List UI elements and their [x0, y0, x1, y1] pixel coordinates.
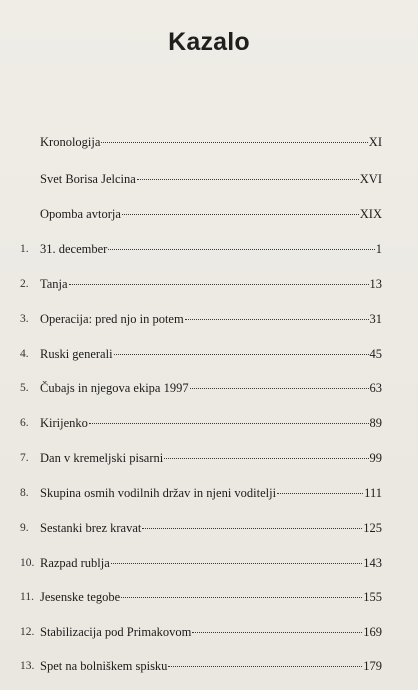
toc-entry: [0, 587, 418, 607]
entry-page: XVI: [359, 172, 382, 186]
entry-number: 13.: [20, 660, 35, 672]
toc-entry: [0, 378, 418, 398]
entry-page: 13: [369, 277, 382, 291]
entry-title: Ruski generali: [40, 347, 113, 361]
toc-entry: [0, 274, 418, 294]
entry-title: Spet na bolniškem spisku: [40, 659, 168, 673]
entry-title: Čubajs in njegova ekipa 1997: [40, 381, 189, 395]
entry-page: 155: [363, 590, 382, 604]
entry-title: Skupina osmih vodilnih držav in njeni voditelji: [40, 486, 277, 500]
dot-leader: [190, 388, 369, 389]
entry-number: 9.: [20, 522, 29, 534]
entry-title: Kirijenko: [40, 416, 88, 430]
toc-entry: [0, 169, 418, 189]
toc-entry: [0, 344, 418, 364]
dot-leader: [277, 493, 363, 494]
entry-page: 31: [369, 312, 382, 326]
entry-page: XI: [368, 135, 382, 149]
toc-entry: [0, 518, 418, 538]
entry-page: 1: [375, 242, 382, 256]
entry-title: Razpad rublja: [40, 556, 110, 570]
entry-number: 2.: [20, 278, 29, 290]
entry-title: Jesenske tegobe: [40, 590, 121, 604]
entry-title: 31. december: [40, 242, 108, 256]
toc-entry: [0, 239, 418, 259]
entry-page: 179: [363, 659, 382, 673]
dot-leader: [114, 354, 369, 355]
entry-title: Sestanki brez kravat: [40, 521, 142, 535]
entry-number: 1.: [20, 243, 29, 255]
entry-page: 63: [369, 381, 382, 395]
toc-entry: [0, 553, 418, 573]
dot-leader: [192, 632, 362, 633]
entry-number: 6.: [20, 417, 29, 429]
entry-page: 169: [363, 625, 382, 639]
dot-leader: [168, 666, 362, 667]
dot-leader: [69, 284, 369, 285]
entry-number: 12.: [20, 626, 35, 638]
page-title: Kazalo: [168, 28, 250, 56]
entry-title: Dan v kremeljski pisarni: [40, 451, 164, 465]
entry-number: 10.: [20, 557, 35, 569]
dot-leader: [101, 142, 367, 143]
toc-entry: [0, 656, 418, 676]
entry-title: Svet Borisa Jelcina: [40, 172, 136, 186]
toc-entry: [0, 204, 418, 224]
entry-page: XIX: [359, 207, 382, 221]
entry-number: 5.: [20, 382, 29, 394]
entry-page: 89: [369, 416, 382, 430]
entry-number: 8.: [20, 487, 29, 499]
dot-leader: [185, 319, 369, 320]
dot-leader: [164, 458, 368, 459]
toc-entry: [0, 483, 418, 503]
entry-page: 111: [364, 486, 382, 500]
entry-number: 7.: [20, 452, 29, 464]
dot-leader: [122, 214, 359, 215]
entry-page: 99: [369, 451, 382, 465]
dot-leader: [121, 597, 362, 598]
dot-leader: [137, 179, 359, 180]
entry-number: 3.: [20, 313, 29, 325]
entry-page: 125: [363, 521, 382, 535]
entry-number: 4.: [20, 348, 29, 360]
toc-entry: [0, 309, 418, 329]
entry-title: Opomba avtorja: [40, 207, 121, 221]
toc-entry: [0, 448, 418, 468]
dot-leader: [142, 528, 362, 529]
toc-entry: [0, 413, 418, 433]
toc-entry: [0, 622, 418, 642]
entry-title: Tanja: [40, 277, 68, 291]
entry-number: 11.: [20, 591, 34, 603]
dot-leader: [111, 563, 362, 564]
entry-title: Stabilizacija pod Primakovom: [40, 625, 192, 639]
dot-leader: [108, 249, 374, 250]
entry-title: Kronologija: [40, 135, 101, 149]
toc-entry: [0, 132, 418, 152]
entry-title: Operacija: pred njo in potem: [40, 312, 184, 326]
entry-page: 45: [369, 347, 382, 361]
entry-page: 143: [363, 556, 382, 570]
dot-leader: [89, 423, 369, 424]
